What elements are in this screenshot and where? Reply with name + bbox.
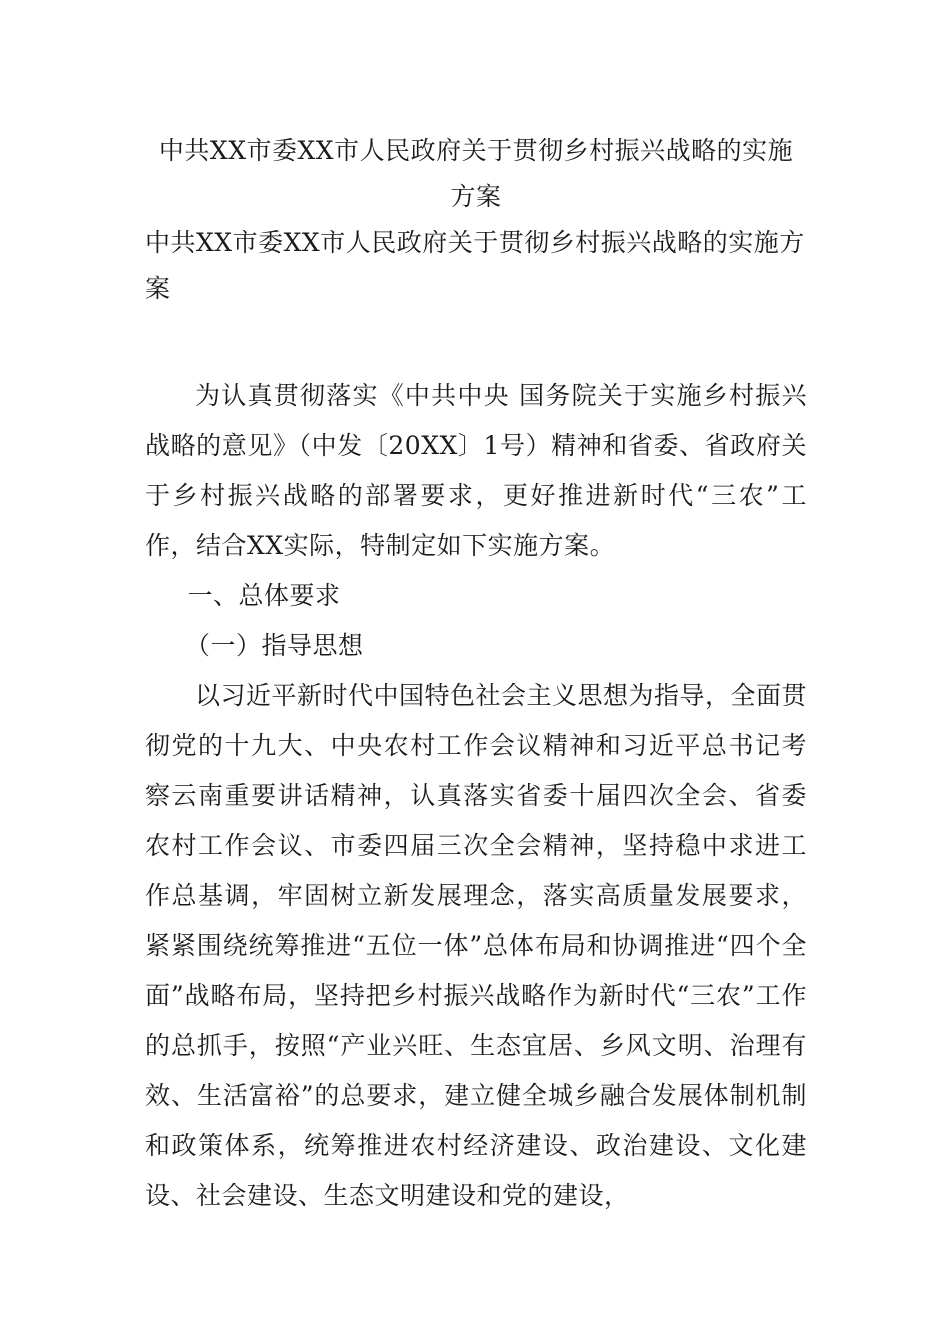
intro-paragraph: 为认真贯彻落实《中共中央 国务院关于实施乡村振兴战略的意见》（中发〔20XX〕1号）精神和省委、省政府关于乡村振兴战略的部署要求，更好推进新时代“三农”工作，结合XX实际，特制定如下实施方案。 [145, 381, 807, 560]
document-title-line-1: 中共XX市委XX市人民政府关于贯彻乡村振兴战略的实施 [158, 136, 794, 165]
section-heading-general-requirements: 一、总体要求 [187, 581, 341, 610]
document-title-line-2: 方案 [450, 182, 502, 211]
document-title [145, 128, 807, 220]
guiding-ideology-paragraph: 以习近平新时代中国特色社会主义思想为指导，全面贯彻党的十九大、中央农村工作会议精神和习近平总书记考察云南重要讲话精神，认真落实省委十届四次全会、省委农村工作会议、市委四届三次全会精神，坚持稳中求进工作总基调，牢固树立新发展理念，落实高质量发展要求，紧紧围绕统筹推进“五位一体”总体布局和协调推进“四个全面”战略布局，坚持把乡村振兴战略作为新时代“三农”工作的总抓手，按照“产业兴旺、生态宜居、乡风文明、治理有效、生活富裕”的总要求，建立健全城乡融合发展体制机制和政策体系，统筹推进农村经济建设、政治建设、文化建设、社会建设、生态文明建设和党的建设， [145, 681, 808, 1210]
document-body [145, 128, 807, 1221]
document-title-repeat: 中共XX市委XX市人民政府关于贯彻乡村振兴战略的实施方案 [145, 228, 805, 303]
document-content [145, 371, 807, 1221]
subsection-heading-guiding-ideology: （一）指导思想 [185, 631, 364, 660]
